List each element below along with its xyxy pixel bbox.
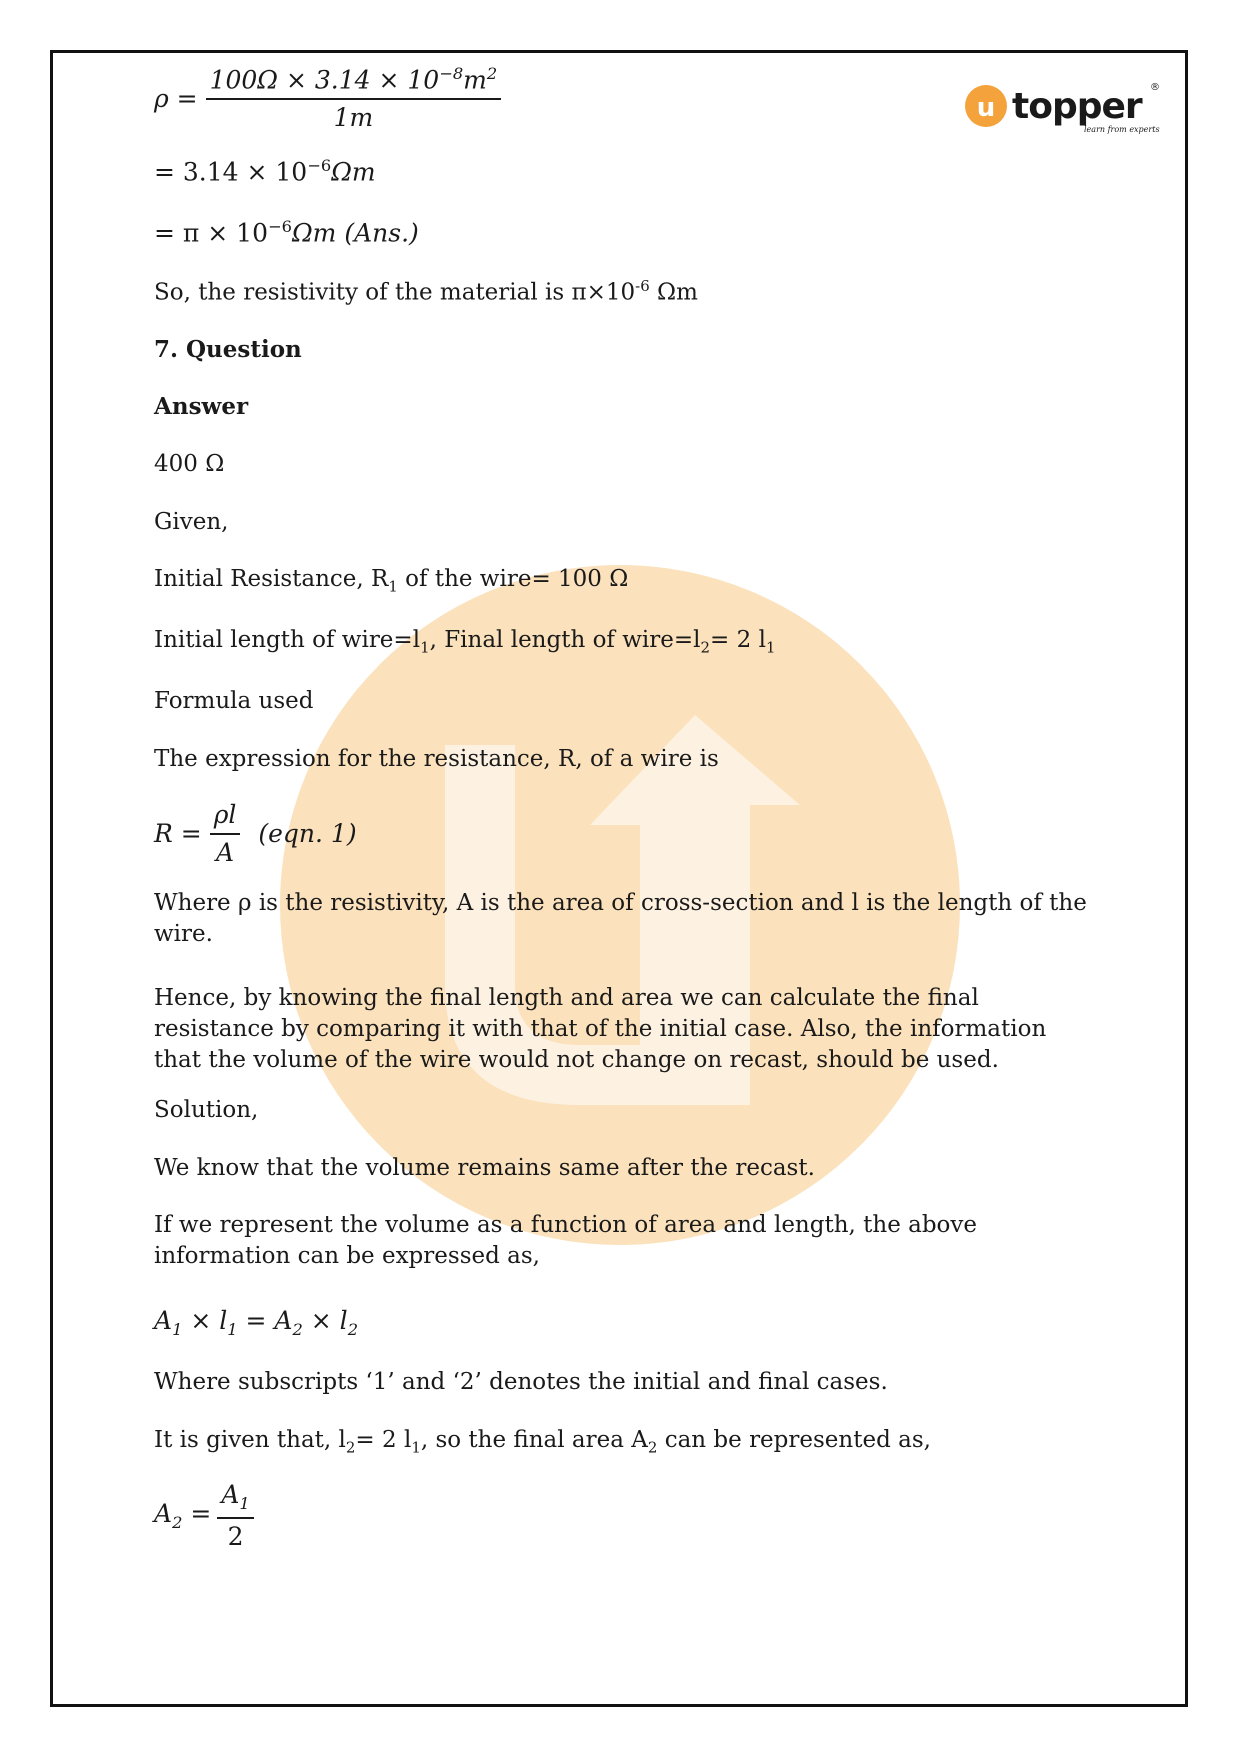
equation-volume	[154, 1306, 358, 1340]
equation-rho	[154, 64, 501, 133]
eq-R-denominator: A	[216, 838, 235, 867]
init-res-sub: 1	[388, 577, 398, 596]
gl2-a-sub: 2	[345, 1438, 356, 1457]
gl2-b-sub: 1	[411, 1438, 421, 1457]
solution-label: Solution,	[154, 1097, 259, 1123]
eq-rho-num-text: 100Ω × 3.14 × 10	[209, 65, 440, 95]
logo-registered-mark: ®	[1150, 82, 1160, 93]
lengths-a-sub: 1	[420, 638, 430, 657]
eq-rho-fraction	[206, 64, 502, 133]
equation-A2	[154, 1480, 254, 1552]
eq-A2-num-sub: 1	[239, 1494, 250, 1513]
resistivity-exp: -6	[635, 277, 650, 295]
vol-a-sub: 1	[172, 1320, 183, 1339]
eq-rho-lhs: ρ =	[154, 83, 198, 113]
vol-times1: × l	[182, 1306, 228, 1335]
eq-rho-numerator	[206, 64, 502, 100]
eq3-text: = π × 10	[154, 218, 268, 248]
where-paragraph: Where ρ is the resistivity, A is the area of cross-section and l is the length of the wire.	[154, 890, 1087, 947]
eq-A2-num-text: A	[221, 1480, 240, 1509]
topper-logo	[964, 76, 1164, 142]
vol-l2-sub: 2	[347, 1320, 359, 1339]
initial-resistance	[154, 566, 628, 597]
subscripts-text: Where subscripts ‘1’ and ‘2’ denotes the initial and final cases.	[154, 1369, 888, 1395]
eq-A2-numerator	[217, 1480, 253, 1519]
eq2-text: = 3.14 × 10	[154, 157, 308, 187]
gl2-c: , so the final area A	[420, 1427, 648, 1453]
lengths-c-sub: 1	[765, 638, 776, 657]
init-res-pre: Initial Resistance, R	[154, 566, 389, 592]
resistivity-unit: Ωm	[649, 279, 698, 306]
equation-line-3	[154, 217, 419, 248]
vol-eq: = A	[237, 1306, 293, 1335]
lengths-c: = 2 l	[710, 627, 766, 653]
eq-rho-num-unit-exp: 2	[486, 64, 498, 83]
resistivity-text: So, the resistivity of the material is π×10	[154, 279, 636, 306]
eq-A2-fraction	[217, 1480, 253, 1552]
lengths-b: , Final length of wire=l	[429, 627, 701, 653]
vol-a2-sub: 2	[292, 1320, 303, 1339]
eq-rho-num-unit: m	[463, 65, 487, 95]
answer-value: 400 Ω	[154, 451, 225, 477]
formula-used: Formula used	[154, 688, 314, 714]
volume-same-text: We know that the volume remains same after the recast.	[154, 1155, 815, 1181]
eq-A2-denominator: 2	[227, 1521, 244, 1551]
vol-l1-sub: 1	[227, 1320, 238, 1339]
gl2-a: It is given that, l	[154, 1427, 346, 1453]
equation-R	[154, 800, 357, 868]
question-heading: 7. Question	[154, 336, 302, 363]
lengths-b-sub: 2	[700, 638, 711, 657]
gl2-c-sub: 2	[647, 1438, 658, 1457]
gl2-d: can be represented as,	[657, 1427, 931, 1453]
logo-tagline: learn from experts	[1084, 125, 1160, 134]
given-l2-line	[154, 1427, 931, 1458]
eq-A2-lhs-text: A	[154, 1499, 173, 1528]
volume-function-paragraph: If we represent the volume as a function of area and length, the above information can be expressed as,	[154, 1212, 978, 1269]
eq-R-fraction	[210, 800, 241, 868]
gl2-b: = 2 l	[355, 1427, 412, 1453]
hence-paragraph: Hence, by knowing the final length and area we can calculate the final resistance by comparing it with that of the initial case. Also, the information that the volume of the wire would not change on recast, should be used.	[154, 985, 1047, 1073]
equation-line-2	[154, 156, 376, 187]
eq-R-label: (eqn. 1)	[258, 819, 357, 848]
eq-A2-lhs	[154, 1499, 211, 1533]
eq-rho-num-exp: −8	[439, 64, 464, 83]
logo-u-mark: u	[976, 93, 996, 123]
init-res-post: of the wire= 100 Ω	[397, 566, 629, 592]
vol-times2: × l	[302, 1306, 348, 1335]
answer-heading: Answer	[154, 393, 249, 420]
expression-intro: The expression for the resistance, R, of a wire is	[154, 746, 719, 772]
eq2-exp: −6	[307, 156, 332, 175]
eq-A2-eq: =	[182, 1499, 212, 1528]
logo-brand-text: topper	[1012, 86, 1142, 127]
eq-R-lhs: R =	[154, 819, 202, 848]
resistivity-sentence	[154, 278, 698, 307]
eq3-unit: Ωm (Ans.)	[291, 218, 419, 248]
eq3-exp: −6	[267, 217, 292, 236]
eq2-unit: Ωm	[331, 157, 376, 187]
eq-A2-lhs-sub: 2	[172, 1513, 183, 1532]
lengths-a: Initial length of wire=l	[154, 627, 421, 653]
eq-rho-denominator: 1m	[333, 103, 374, 133]
given-label: Given,	[154, 509, 229, 535]
vol-a: A	[154, 1306, 173, 1335]
eq-R-numerator: ρl	[210, 800, 241, 835]
lengths-line	[154, 627, 775, 658]
